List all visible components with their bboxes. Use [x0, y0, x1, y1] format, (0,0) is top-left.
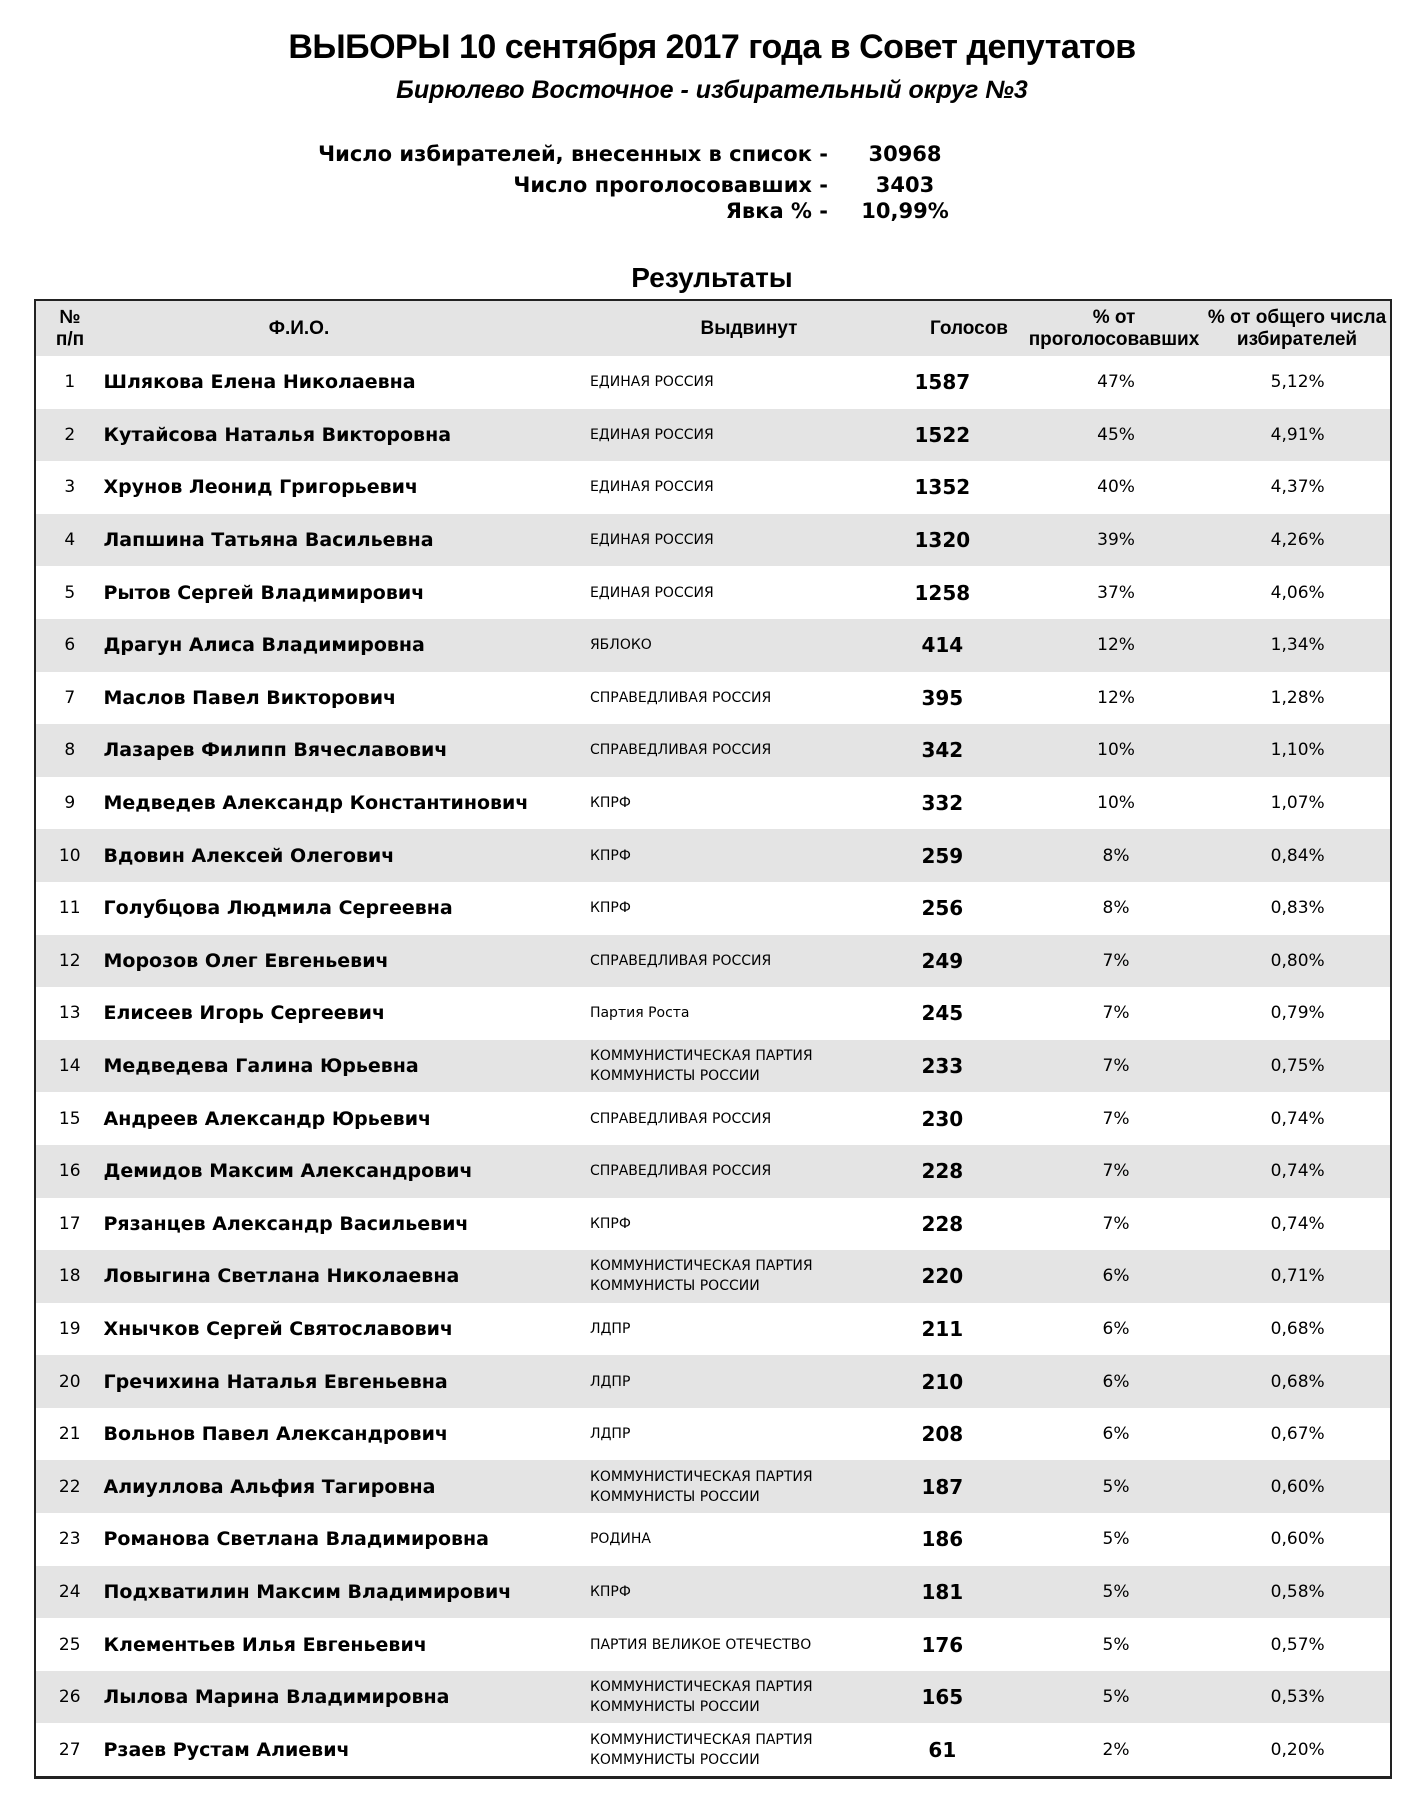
- cell-name: Елисеев Игорь Сергеевич: [103, 1002, 386, 1025]
- cell-party: СПРАВЕДЛИВАЯ РОССИЯ: [589, 1110, 772, 1127]
- cell-name: Морозов Олег Евгеньевич: [103, 949, 389, 972]
- cell-num: 15: [58, 1108, 81, 1129]
- cell-pct-total: 0,68%: [1270, 1318, 1325, 1339]
- cell-votes: 211: [921, 1316, 964, 1341]
- cell-pct-total: 0,74%: [1270, 1213, 1325, 1234]
- cell-party: ЛДПР: [589, 1426, 631, 1443]
- cell-pct-total: 0,83%: [1270, 898, 1325, 919]
- cell-name: Романова Светлана Владимировна: [103, 1528, 489, 1551]
- cell-num: 27: [58, 1739, 81, 1760]
- cell-name: Демидов Максим Александрович: [103, 1160, 473, 1183]
- cell-votes: 1320: [914, 528, 971, 553]
- cell-party: КОММУНИСТИЧЕСКАЯ ПАРТИЯ КОММУНИСТЫ РОССИИ: [589, 1468, 813, 1505]
- cell-pct-total: 4,06%: [1270, 582, 1325, 603]
- cell-votes: 165: [921, 1685, 964, 1710]
- cell-party: СПРАВЕДЛИВАЯ РОССИЯ: [589, 742, 772, 759]
- cell-pct-total: 0,71%: [1270, 1266, 1325, 1287]
- cell-num: 26: [58, 1687, 81, 1708]
- cell-pct-voted: 5%: [1102, 1529, 1130, 1550]
- cell-name: Медведева Галина Юрьевна: [103, 1055, 419, 1078]
- stat-voted-label: Число проголосовавших -: [513, 173, 828, 197]
- cell-votes: 230: [921, 1106, 964, 1131]
- cell-pct-total: 0,74%: [1270, 1161, 1325, 1182]
- cell-pct-voted: 47%: [1097, 372, 1135, 393]
- cell-pct-total: 0,79%: [1270, 1003, 1325, 1024]
- cell-name: Рязанцев Александр Васильевич: [103, 1212, 469, 1235]
- cell-num: 19: [58, 1318, 81, 1339]
- cell-name: Клементьев Илья Евгеньевич: [103, 1633, 427, 1656]
- cell-num: 3: [64, 477, 76, 498]
- cell-pct-voted: 5%: [1102, 1476, 1130, 1497]
- cell-votes: 259: [921, 843, 964, 868]
- cell-pct-total: 4,37%: [1270, 477, 1325, 498]
- table-row: [36, 1250, 1390, 1303]
- table-row: [36, 461, 1390, 514]
- cell-pct-total: 0,75%: [1270, 1056, 1325, 1077]
- cell-pct-voted: 5%: [1102, 1687, 1130, 1708]
- cell-num: 9: [64, 793, 76, 814]
- cell-num: 5: [64, 582, 76, 603]
- cell-votes: 176: [921, 1632, 964, 1657]
- cell-num: 1: [64, 372, 76, 393]
- cell-name: Ловыгина Светлана Николаевна: [103, 1265, 460, 1288]
- cell-num: 4: [64, 530, 76, 551]
- cell-pct-total: 0,60%: [1270, 1529, 1325, 1550]
- cell-pct-total: 0,57%: [1270, 1634, 1325, 1655]
- cell-pct-voted: 37%: [1097, 582, 1135, 603]
- cell-pct-total: 4,26%: [1270, 530, 1325, 551]
- table-row: [36, 566, 1390, 619]
- table-body: [36, 356, 1390, 1776]
- cell-votes: 1522: [914, 422, 971, 447]
- cell-pct-voted: 5%: [1102, 1634, 1130, 1655]
- cell-name: Лылова Марина Владимировна: [103, 1686, 450, 1709]
- cell-votes: 233: [921, 1054, 964, 1079]
- table-header: [36, 301, 1390, 356]
- table-row: [36, 882, 1390, 935]
- table-row: [36, 1566, 1390, 1619]
- cell-name: Хнычков Сергей Святославович: [103, 1317, 453, 1340]
- cell-votes: 245: [921, 1001, 964, 1026]
- cell-pct-voted: 7%: [1102, 1213, 1130, 1234]
- stat-turnout-value: 10,99%: [861, 199, 949, 223]
- cell-num: 13: [58, 1003, 81, 1024]
- cell-name: Рытов Сергей Владимирович: [103, 581, 425, 604]
- cell-party: ПАРТИЯ ВЕЛИКОЕ ОТЕЧЕСТВО: [589, 1636, 812, 1653]
- cell-pct-voted: 7%: [1102, 1161, 1130, 1182]
- cell-pct-total: 1,28%: [1270, 687, 1325, 708]
- cell-name: Гречихина Наталья Евгеньевна: [103, 1370, 448, 1393]
- cell-name: Вдовин Алексей Олегович: [103, 844, 395, 867]
- table-row: [36, 724, 1390, 777]
- cell-pct-voted: 39%: [1097, 530, 1135, 551]
- cell-votes: 1352: [914, 475, 971, 500]
- cell-num: 17: [58, 1213, 81, 1234]
- cell-pct-total: 0,58%: [1270, 1581, 1325, 1602]
- cell-pct-total: 0,20%: [1270, 1739, 1325, 1760]
- header-pct-voted: % от проголосовавших: [1028, 306, 1200, 350]
- cell-pct-total: 0,53%: [1270, 1687, 1325, 1708]
- cell-votes: 220: [921, 1264, 964, 1289]
- cell-pct-total: 0,74%: [1270, 1108, 1325, 1129]
- cell-num: 20: [58, 1371, 81, 1392]
- cell-num: 23: [58, 1529, 81, 1550]
- table-row: [36, 1040, 1390, 1093]
- cell-pct-total: 0,60%: [1270, 1476, 1325, 1497]
- table-row: [36, 1408, 1390, 1461]
- cell-name: Медведев Александр Константинович: [103, 792, 529, 815]
- cell-name: Кутайсова Наталья Викторовна: [103, 423, 452, 446]
- cell-name: Вольнов Павел Александрович: [103, 1423, 448, 1446]
- table-row: [36, 514, 1390, 567]
- table-row: [36, 1671, 1390, 1724]
- table-row: [36, 1723, 1390, 1776]
- header-num: № п/п: [55, 306, 85, 350]
- cell-num: 18: [58, 1266, 81, 1287]
- table-row: [36, 987, 1390, 1040]
- cell-pct-total: 1,34%: [1270, 635, 1325, 656]
- cell-name: Драгун Алиса Владимировна: [103, 634, 425, 657]
- stat-registered-label: Число избирателей, внесенных в список -: [318, 142, 828, 166]
- cell-party: ЕДИНАЯ РОССИЯ: [589, 532, 714, 549]
- summary-stats: [0, 142, 1424, 230]
- cell-party: ЕДИНАЯ РОССИЯ: [589, 374, 714, 391]
- table-row: [36, 1092, 1390, 1145]
- cell-pct-voted: 6%: [1102, 1371, 1130, 1392]
- cell-name: Шлякова Елена Николаевна: [103, 371, 416, 394]
- table-row: [36, 829, 1390, 882]
- cell-pct-total: 4,91%: [1270, 424, 1325, 445]
- cell-party: СПРАВЕДЛИВАЯ РОССИЯ: [589, 1163, 772, 1180]
- cell-pct-voted: 7%: [1102, 1108, 1130, 1129]
- table-row: [36, 935, 1390, 988]
- results-heading: Результаты: [631, 262, 793, 293]
- cell-num: 22: [58, 1476, 81, 1497]
- cell-votes: 414: [921, 633, 964, 658]
- stat-turnout-label: Явка % -: [725, 199, 828, 223]
- page-subtitle: Бирюлево Восточное - избирательный округ №3: [396, 76, 1028, 104]
- cell-num: 16: [58, 1161, 81, 1182]
- cell-votes: 249: [921, 948, 964, 973]
- cell-pct-voted: 7%: [1102, 1003, 1130, 1024]
- cell-party: ЯБЛОКО: [589, 637, 652, 654]
- cell-party: ЕДИНАЯ РОССИЯ: [589, 584, 714, 601]
- header-votes: Голосов: [930, 317, 1008, 339]
- table-row: [36, 672, 1390, 725]
- cell-pct-voted: 6%: [1102, 1318, 1130, 1339]
- cell-pct-voted: 8%: [1102, 898, 1130, 919]
- cell-name: Лапшина Татьяна Васильевна: [103, 529, 434, 552]
- cell-name: Маслов Павел Викторович: [103, 686, 397, 709]
- cell-name: Подхватилин Максим Владимирович: [103, 1580, 512, 1603]
- cell-pct-voted: 45%: [1097, 424, 1135, 445]
- cell-name: Лазарев Филипп Вячеславович: [103, 739, 448, 762]
- cell-votes: 256: [921, 896, 964, 921]
- cell-pct-voted: 8%: [1102, 845, 1130, 866]
- cell-num: 6: [64, 635, 76, 656]
- cell-num: 2: [64, 424, 76, 445]
- cell-pct-voted: 6%: [1102, 1424, 1130, 1445]
- cell-name: Хрунов Леонид Григорьевич: [103, 476, 418, 499]
- stat-registered-value: 30968: [868, 142, 942, 166]
- table-row: [36, 619, 1390, 672]
- cell-votes: 1258: [914, 580, 971, 605]
- cell-votes: 332: [921, 791, 964, 816]
- cell-party: КОММУНИСТИЧЕСКАЯ ПАРТИЯ КОММУНИСТЫ РОССИИ: [589, 1258, 813, 1295]
- cell-votes: 1587: [914, 370, 971, 395]
- cell-num: 8: [64, 740, 76, 761]
- table-row: [36, 356, 1390, 409]
- cell-pct-total: 0,67%: [1270, 1424, 1325, 1445]
- cell-pct-voted: 10%: [1097, 740, 1135, 761]
- cell-pct-total: 5,12%: [1270, 372, 1325, 393]
- cell-pct-voted: 10%: [1097, 793, 1135, 814]
- cell-pct-total: 0,80%: [1270, 950, 1325, 971]
- cell-votes: 342: [921, 738, 964, 763]
- table-row: [36, 1355, 1390, 1408]
- cell-pct-total: 0,68%: [1270, 1371, 1325, 1392]
- cell-party: ЕДИНАЯ РОССИЯ: [589, 479, 714, 496]
- cell-pct-total: 1,07%: [1270, 793, 1325, 814]
- cell-party: КПРФ: [589, 847, 631, 864]
- cell-party: КОММУНИСТИЧЕСКАЯ ПАРТИЯ КОММУНИСТЫ РОССИИ: [589, 1679, 813, 1716]
- cell-pct-total: 0,84%: [1270, 845, 1325, 866]
- cell-pct-total: 1,10%: [1270, 740, 1325, 761]
- cell-pct-voted: 7%: [1102, 950, 1130, 971]
- header-name: Ф.И.О.: [268, 317, 330, 339]
- table-row: [36, 1145, 1390, 1198]
- table-row: [36, 1460, 1390, 1513]
- cell-name: Андреев Александр Юрьевич: [103, 1107, 432, 1130]
- header-party: Выдвинут: [700, 317, 798, 339]
- cell-pct-voted: 2%: [1102, 1739, 1130, 1760]
- cell-num: 25: [58, 1634, 81, 1655]
- cell-party: КПРФ: [589, 1215, 631, 1232]
- cell-pct-voted: 5%: [1102, 1581, 1130, 1602]
- cell-votes: 181: [921, 1579, 964, 1604]
- cell-votes: 208: [921, 1422, 964, 1447]
- stat-turnout: [0, 199, 1424, 230]
- cell-votes: 187: [921, 1474, 964, 1499]
- cell-party: РОДИНА: [589, 1531, 651, 1548]
- cell-party: СПРАВЕДЛИВАЯ РОССИЯ: [589, 952, 772, 969]
- cell-party: ЛДПР: [589, 1373, 631, 1390]
- cell-party: КОММУНИСТИЧЕСКАЯ ПАРТИЯ КОММУНИСТЫ РОССИИ: [589, 1048, 813, 1085]
- cell-name: Голубцова Людмила Сергеевна: [103, 897, 453, 920]
- cell-votes: 186: [921, 1527, 964, 1552]
- cell-votes: 210: [921, 1369, 964, 1394]
- page-title: ВЫБОРЫ 10 сентября 2017 года в Совет депутатов: [288, 28, 1136, 66]
- table-row: [36, 409, 1390, 462]
- results-table: [34, 299, 1392, 1779]
- cell-party: КОММУНИСТИЧЕСКАЯ ПАРТИЯ КОММУНИСТЫ РОССИИ: [589, 1731, 813, 1768]
- cell-num: 11: [58, 898, 81, 919]
- table-row: [36, 777, 1390, 830]
- cell-votes: 228: [921, 1211, 964, 1236]
- cell-pct-voted: 40%: [1097, 477, 1135, 498]
- cell-num: 21: [58, 1424, 81, 1445]
- cell-num: 7: [64, 687, 76, 708]
- cell-num: 10: [58, 845, 81, 866]
- stat-registered: [0, 142, 1424, 173]
- table-row: [36, 1198, 1390, 1251]
- cell-party: ЕДИНАЯ РОССИЯ: [589, 426, 714, 443]
- cell-party: ЛДПР: [589, 1320, 631, 1337]
- cell-pct-voted: 12%: [1097, 687, 1135, 708]
- cell-party: КПРФ: [589, 900, 631, 917]
- cell-party: КПРФ: [589, 795, 631, 812]
- stat-voted-value: 3403: [875, 173, 935, 197]
- cell-name: Алиуллова Альфия Тагировна: [103, 1475, 436, 1498]
- stat-voted: [0, 173, 1424, 199]
- cell-num: 12: [58, 950, 81, 971]
- cell-votes: 228: [921, 1159, 964, 1184]
- cell-name: Рзаев Рустам Алиевич: [103, 1738, 350, 1761]
- table-row: [36, 1303, 1390, 1356]
- cell-num: 14: [58, 1056, 81, 1077]
- header-pct-total: % от общего числа избирателей: [1207, 306, 1387, 350]
- cell-votes: 395: [921, 685, 964, 710]
- cell-votes: 61: [928, 1737, 957, 1762]
- table-row: [36, 1513, 1390, 1566]
- cell-pct-voted: 6%: [1102, 1266, 1130, 1287]
- table-row: [36, 1618, 1390, 1671]
- cell-party: СПРАВЕДЛИВАЯ РОССИЯ: [589, 689, 772, 706]
- cell-num: 24: [58, 1581, 81, 1602]
- cell-party: Партия Роста: [589, 1005, 690, 1022]
- cell-pct-voted: 12%: [1097, 635, 1135, 656]
- cell-party: КПРФ: [589, 1583, 631, 1600]
- cell-pct-voted: 7%: [1102, 1056, 1130, 1077]
